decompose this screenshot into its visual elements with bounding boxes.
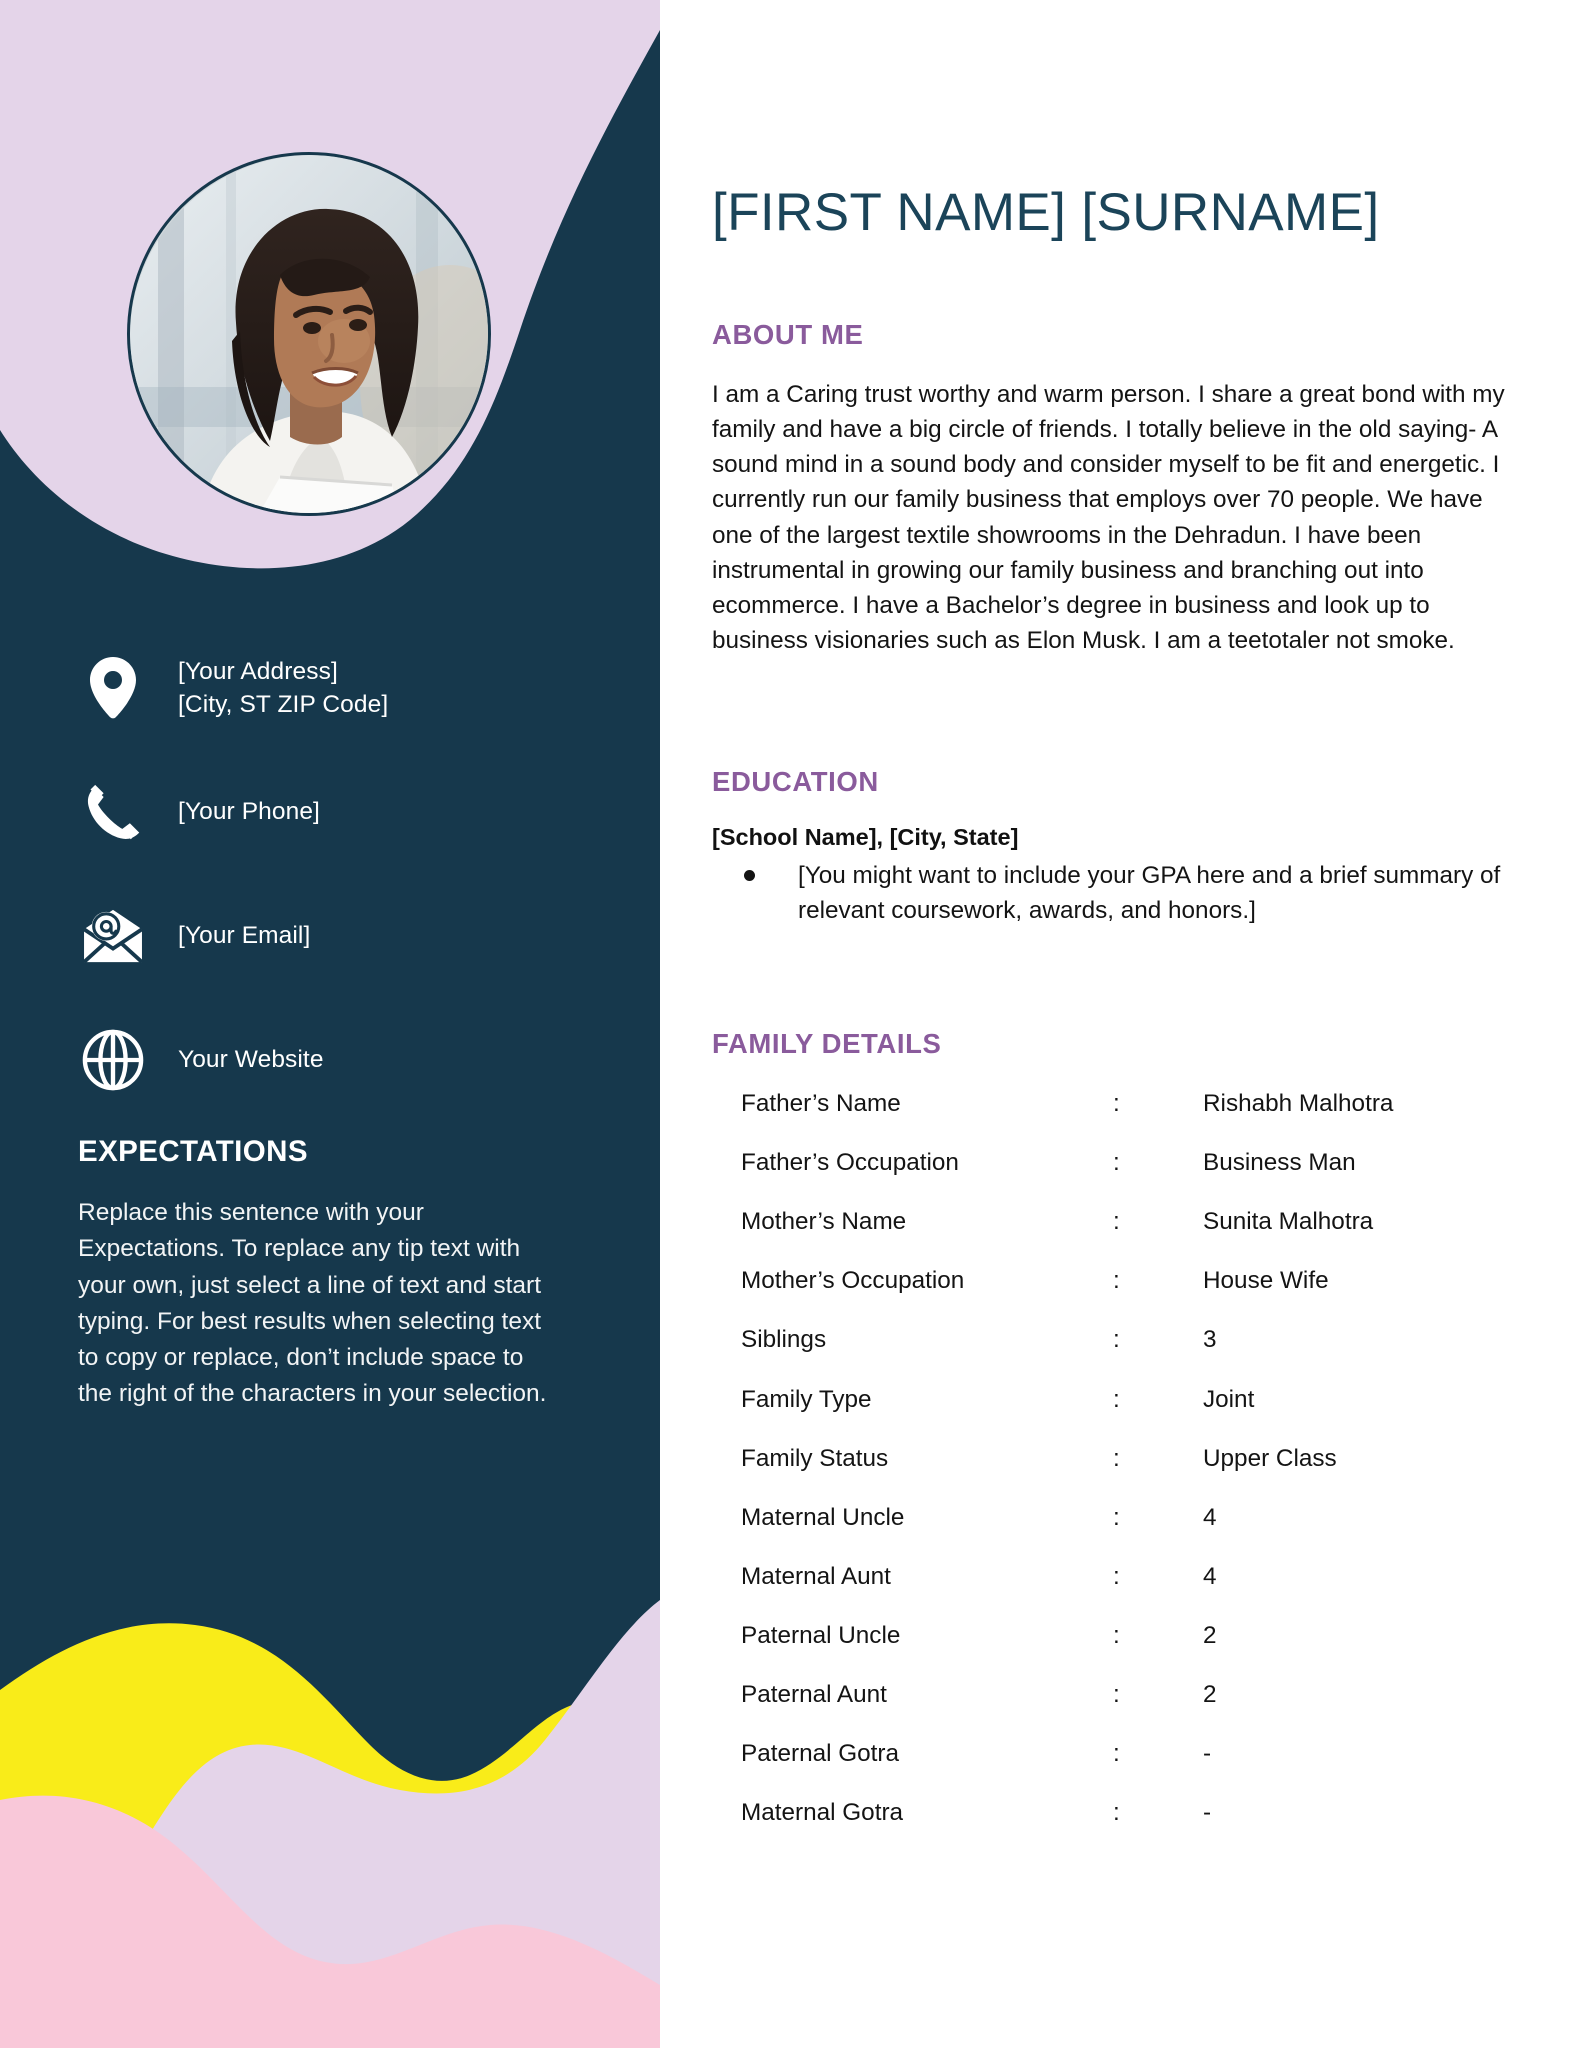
family-row-value: 2 [1203,1681,1217,1709]
family-row-value: - [1203,1740,1212,1768]
family-row-value: Rishabh Malhotra [1203,1089,1394,1117]
about-me-body: I am a Caring trust worthy and warm person. I share a great bond with my family and have a big circle of friends. I totally believe in the old saying- A sound mind in a sound body and consider myself to be fit and energetic. I currently run our family business that employs over 70 people. We have one of the largest textile showrooms in the Dehradun. I have been instrumental in growing our family business and branching out into ecommerce. I have a Bachelor’s degree in business and look up to business visionaries such as Elon Musk. I am a teetotaler not smoke. [712,380,1505,655]
family-row-value: 4 [1203,1503,1217,1531]
main-content [660,0,1583,2048]
education-section [712,766,1512,928]
family-row-value: 2 [1203,1622,1217,1650]
family-row-value: 3 [1203,1326,1217,1354]
family-row-separator: : [1113,1562,1120,1590]
page-title: [FIRST NAME] [SURNAME] [712,183,1380,242]
contact-list [0,626,660,1122]
family-row-label: Family Type [741,1385,872,1413]
family-row-label: Father’s Name [741,1089,901,1117]
family-row-label: Paternal Gotra [741,1740,900,1768]
family-row-value: Sunita Malhotra [1203,1208,1374,1236]
table-row [712,1784,1512,1843]
table-row [712,1311,1512,1370]
table-row [712,1488,1512,1547]
family-row-separator: : [1113,1799,1120,1827]
family-row-value: Joint [1203,1385,1255,1413]
table-row [712,1547,1512,1606]
location-pin-icon [80,655,146,721]
family-row-label: Paternal Uncle [741,1622,901,1650]
family-row-label: Mother’s Occupation [741,1267,965,1295]
family-row-separator: : [1113,1681,1120,1709]
family-row-label: Siblings [741,1326,827,1354]
education-bullet-list [712,859,1512,928]
family-row-value: Upper Class [1203,1444,1337,1472]
table-row [712,1074,1512,1133]
family-row-label: Father’s Occupation [741,1149,959,1177]
contact-row-email [0,874,660,998]
contact-phone-text: [Your Phone] [178,798,320,826]
family-details-heading: FAMILY DETAILS [712,1028,942,1060]
table-row [712,1193,1512,1252]
family-row-separator: : [1113,1326,1120,1354]
about-me-heading: ABOUT ME [712,318,864,350]
family-row-separator: : [1113,1503,1120,1531]
bullet-dot-icon [744,870,755,881]
family-row-separator: : [1113,1149,1120,1177]
education-bullet-item [712,859,1512,928]
education-school-name: [School Name], [City, State] [712,824,1019,851]
email-envelope-icon [80,903,146,969]
education-bullet-text: [You might want to include your GPA here and a brief summary of relevant coursework, awards, and honors.] [798,862,1501,924]
family-row-label: Paternal Aunt [741,1681,887,1709]
family-row-separator: : [1113,1622,1120,1650]
expectations-heading: EXPECTATIONS [78,1135,308,1168]
table-row [712,1607,1512,1666]
family-row-label: Maternal Gotra [741,1799,904,1827]
profile-photo [130,155,488,513]
phone-icon [80,779,146,845]
family-details-section [712,1028,1512,1843]
about-me-section [712,319,1512,659]
family-row-value: Business Man [1203,1149,1356,1177]
family-row-separator: : [1113,1089,1120,1117]
contact-row-website [0,998,660,1122]
family-details-table-body [712,1074,1512,1843]
family-row-separator: : [1113,1740,1120,1768]
expectations-body: Replace this sentence with your Expectations. To replace any tip text with your own, just select a line of text and start typing. For best results when selecting text to copy or replace, don’t include space to the right of the characters in your selection. [78,1199,547,1408]
contact-address-text [178,655,388,721]
family-row-label: Maternal Aunt [741,1562,891,1590]
family-row-label: Maternal Uncle [741,1503,905,1531]
address-line-1: [Your Address] [178,657,338,685]
contact-row-address [0,626,660,750]
contact-row-phone [0,750,660,874]
family-row-value: - [1203,1799,1212,1827]
table-row [712,1429,1512,1488]
education-heading: EDUCATION [712,766,879,798]
table-row [712,1666,1512,1725]
table-row [712,1252,1512,1311]
table-row [712,1370,1512,1429]
table-row [712,1725,1512,1784]
contact-email-text: [Your Email] [178,922,311,950]
family-row-separator: : [1113,1208,1120,1236]
family-row-separator: : [1113,1444,1120,1472]
family-row-value: 4 [1203,1562,1217,1590]
globe-icon [80,1027,146,1093]
family-row-label: Family Status [741,1444,889,1472]
family-row-separator: : [1113,1267,1120,1295]
family-details-table [712,1074,1512,1843]
expectations-section [78,1135,548,1413]
profile-photo-illustration [130,155,488,513]
family-row-label: Mother’s Name [741,1208,907,1236]
avatar [127,152,491,516]
table-row [712,1134,1512,1193]
sidebar [0,0,660,2048]
contact-website-text: Your Website [178,1046,324,1074]
family-row-value: House Wife [1203,1267,1329,1295]
address-line-2: [City, ST ZIP Code] [178,691,389,718]
family-row-separator: : [1113,1385,1120,1413]
